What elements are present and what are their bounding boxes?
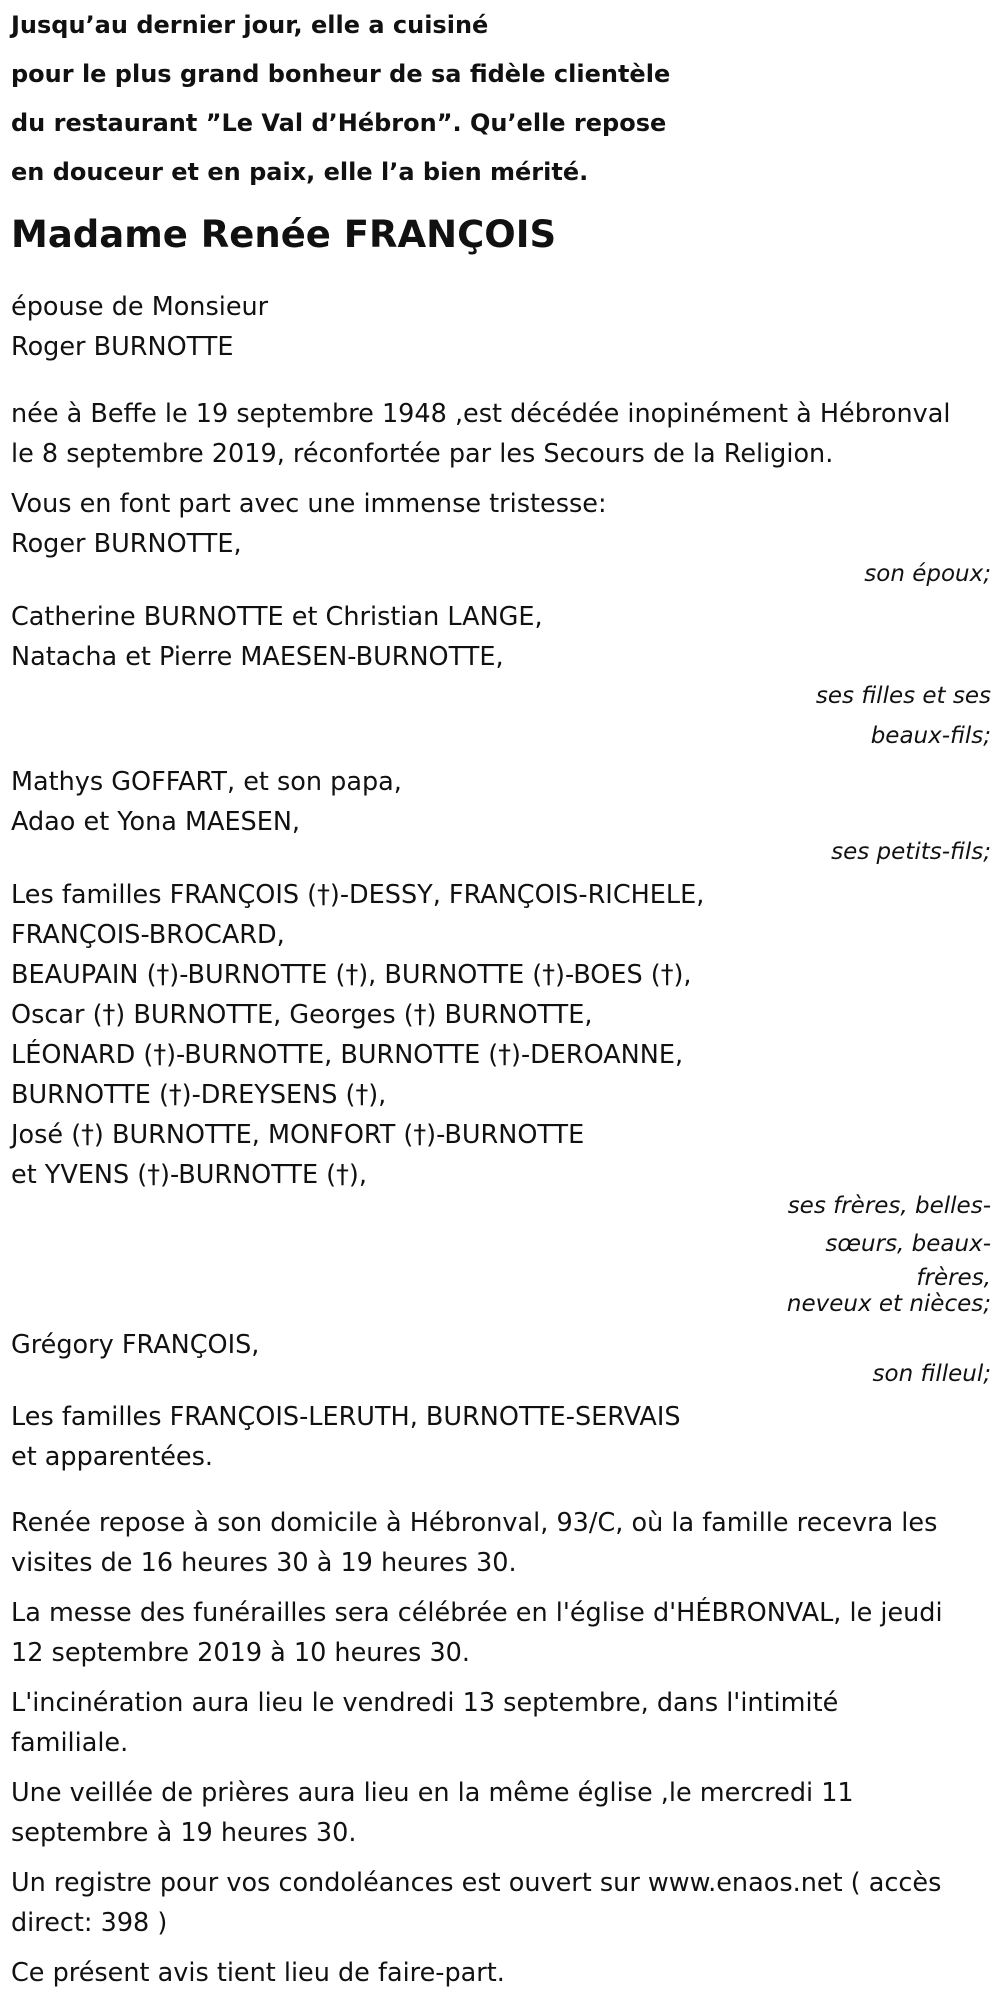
family-name: Natacha et Pierre MAESEN-BURNOTTE, <box>11 642 504 672</box>
info-paragraph <box>11 1953 991 1993</box>
family-name: Mathys GOFFART, et son papa, <box>11 767 402 797</box>
family-name: LÉONARD (†)-BURNOTTE, BURNOTTE (†)-DEROANNE, <box>11 1040 684 1070</box>
spouse-block <box>11 287 991 367</box>
family-role-line: frères, <box>916 1265 991 1291</box>
family-role-line: neveux et nièces; <box>786 1291 991 1317</box>
husband-block <box>11 484 991 593</box>
info-line: visites de 16 heures 30 à 19 heures 30. <box>11 1548 517 1578</box>
intro-line: Jusqu’au dernier jour, elle a cuisiné <box>11 11 489 39</box>
info-line: 12 septembre 2019 à 10 heures 30. <box>11 1638 470 1668</box>
family-name: FRANÇOIS-BROCARD, <box>11 920 285 950</box>
info-line: direct: 398 ) <box>11 1908 168 1938</box>
intro-line: en douceur et en paix, elle l’a bien mérité. <box>11 158 589 186</box>
family-name: et apparentées. <box>11 1442 213 1472</box>
info-line: Une veillée de prières aura lieu en la même église ,le mercredi 11 <box>11 1778 854 1808</box>
family-name: et YVENS (†)-BURNOTTE (†), <box>11 1160 367 1190</box>
family-name: Oscar (†) BURNOTTE, Georges (†) BURNOTTE, <box>11 1000 593 1030</box>
info-line: septembre à 19 heures 30. <box>11 1818 357 1848</box>
family-name: Les familles FRANÇOIS (†)-DESSY, FRANÇOIS-RICHELE, <box>11 880 705 910</box>
family-role-line: ses frères, belles- <box>787 1193 991 1219</box>
birth-death-block <box>11 394 991 474</box>
deceased-name-title: Madame Renée FRANÇOIS <box>11 213 557 256</box>
info-paragraph <box>11 1503 991 1583</box>
info-line: La messe des funérailles sera célébrée en l'église d'HÉBRONVAL, le jeudi <box>11 1598 943 1628</box>
intro-line: du restaurant ”Le Val d’Hébron”. Qu’elle repose <box>11 109 667 137</box>
family-role: son filleul; <box>872 1361 991 1387</box>
family-name: Grégory FRANÇOIS, <box>11 1330 260 1360</box>
birth-line: le 8 septembre 2019, réconfortée par les Secours de la Religion. <box>11 439 834 469</box>
intro-tribute <box>11 0 991 197</box>
info-line: L'incinération aura lieu le vendredi 13 septembre, dans l'intimité <box>11 1688 839 1718</box>
announcement-text: Vous en font part avec une immense tristesse: <box>11 489 607 519</box>
family-role: ses filles et ses beaux-fils; <box>815 683 991 749</box>
birth-line: née à Beffe le 19 septembre 1948 ,est décédée inopinément à Hébronval <box>11 399 951 429</box>
family-role <box>11 1187 991 1315</box>
godson-block <box>11 1325 991 1393</box>
obituary-notice <box>11 0 991 1993</box>
family-role-line: sœurs, beaux- <box>825 1231 991 1257</box>
family-role: son époux; <box>864 561 991 587</box>
intro-line: pour le plus grand bonheur de sa fidèle clientèle <box>11 60 671 88</box>
family-name: BURNOTTE (†)-DREYSENS (†), <box>11 1080 387 1110</box>
other-families-block <box>11 1397 991 1477</box>
grandchildren-block <box>11 762 991 871</box>
family-name: José (†) BURNOTTE, MONFORT (†)-BURNOTTE <box>11 1120 585 1150</box>
family-role: ses petits-fils; <box>831 839 991 865</box>
info-line: Renée repose à son domicile à Hébronval, 93/C, où la famille recevra les <box>11 1508 938 1538</box>
daughters-block <box>11 597 991 756</box>
family-name: Roger BURNOTTE, <box>11 529 242 559</box>
info-paragraph <box>11 1773 991 1853</box>
family-name: BEAUPAIN (†)-BURNOTTE (†), BURNOTTE (†)-BOES (†), <box>11 960 692 990</box>
family-name: Adao et Yona MAESEN, <box>11 807 301 837</box>
info-line: familiale. <box>11 1728 129 1758</box>
family-name: Catherine BURNOTTE et Christian LANGE, <box>11 602 543 632</box>
info-line: Un registre pour vos condoléances est ouvert sur www.enaos.net ( accès <box>11 1868 942 1898</box>
spouse-line: Roger BURNOTTE <box>11 332 234 362</box>
info-paragraph <box>11 1683 991 1763</box>
spouse-line: épouse de Monsieur <box>11 292 269 322</box>
info-paragraph <box>11 1863 991 1943</box>
info-paragraph <box>11 1593 991 1673</box>
siblings-block <box>11 875 991 1315</box>
info-line: Ce présent avis tient lieu de faire-part. <box>11 1958 505 1988</box>
family-name: Les familles FRANÇOIS-LERUTH, BURNOTTE-SERVAIS <box>11 1402 681 1432</box>
